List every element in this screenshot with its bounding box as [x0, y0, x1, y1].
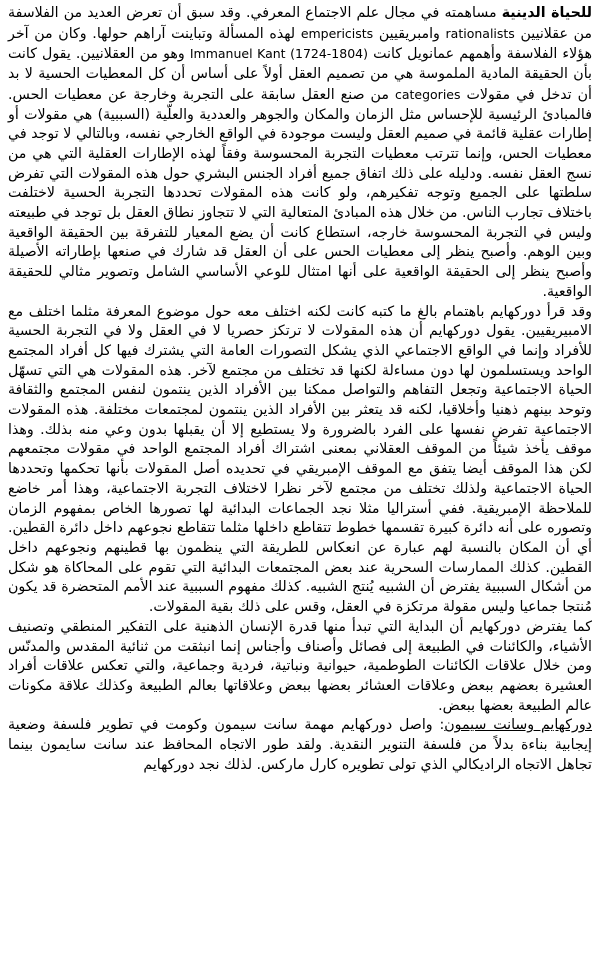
- section-title-durkheim-saint-simon: دوركهايم وسانت سيمون: [444, 717, 592, 734]
- text-segment: وقد قرأ دوركهايم باهتمام بالغ ما كتبه كانت لكنه اختلف معه حول موضوع المعرفة مثلما اختلف مع الامبيريقيين. يقول دوركهايم أن هذه المقولات لا ترتكز حصريا لا في العقل ولا في التجربة الحسية للأفراد وإنما في الواقع الاجتماعي الذي يشكل التصورات العامة التي يشترك فيها كل أفراد المجتمع الواحد ويستسلمون لها دون مساءلة لكنها قد تختلف من مجتمع لآخر. هذه المقولات هي التي تسهّل الحياة الاجتماعية وتجعل التفاهم والتواصل ممكنا بين الأفراد الذين ينتمون لنفس المجتمع والثقافة وتوحد بينهم ذهنيا وأخلاقيا، لكنه قد يتعثر بين الأفراد الذين ينتمون لمجتمعات مختلفة. هذه المقولات الاجتماعية تفرض نفسها على الفرد بالضرورة ولا يستطيع إلا أن يقبلها بدون وعي منه بذلك. وهذا موقف يأخذ شيئاً من الموقف العقلاني بمعنى اشتراك أفراد المجتمع الواحد في مقولات مجتمعهم لكن هذا الموقف أيضا يتفق مع الموقف الإمبريقي في تحديده أصل المقولات بأنها تحكمها وتحددها الحياة الاجتماعية ولذلك تختلف من مجتمع لآخر نظرا لاختلاف التجربة الاجتماعية، وهذا أمر خاضع للملاحظة الإمبريقية. ففي أستراليا مثلا نجد الجماعات البدائية لها تصورها الخاص بمفهوم الزمان وتصوره على أنه دائرة كبيرة تقسمها خطوط تتقاطع داخلها مثلما تتقاطع نجوعهم داخل دائرة القطين. أي أن المكان بالنسبة لهم عبارة عن انعكاس للطريقة التي ينظمون بها قطينهم ونجوعهم داخل القطين. كذلك الممارسات السحرية عند بعض المجتمعات البدائية التي تقوم على المحاكاة هو شكل من أشكال السببية يفترض أن الشبيه يُنتج الشبيه. كذلك مفهوم السببية عند الأمم المتحضرة قد يكون مُنتجا جماعيا وليس مقولة مرتكزة في العقل، وقس على ذلك بقية المقولات.: [8, 303, 592, 616]
- text-segment: : واصل دوركهايم مهمة سانت سيمون وكومت في تطوير فلسفة وضعية إيجابية بناءة بدلاً من فلسفة التنوير النقدية. ولقد طور الاتجاه المحافظ عند سانت سايمون بينما تجاهل الاتجاه الراديكالي الذي تولى تطويره كارل ماركس. لذلك نجد دوركهايم: [8, 717, 592, 773]
- text-segment: وهو من العقلانيين. يقول كانت بأن الحقيقة المادية الملموسة هي من تصميم العقل أولاً على أساس أن كل المعطيات الحسية لا بد أن تدخل في مقولات: [8, 46, 592, 103]
- term-empericists: empericists: [300, 25, 374, 41]
- paragraph-saint-simon: [8, 716, 592, 775]
- text-segment: لهذه المسألة وتباينت آراهم حولها. وكان من آخر هؤلاء الفلاسفة وأهمهم عمانويل كانت: [8, 25, 592, 63]
- term-categories: categories: [394, 86, 461, 102]
- text-segment: كما يفترض دوركهايم أن البداية التي تبدأ منها قدرة الإنسان الذهنية على التفكير المنطقي وتصنيف الأشياء، والكائنات في الطبيعة إلى فصائل وأصناف وأجناس إنما انبثقت من ثنائية المقدس والمدنّس ومن خلال علاقات الكائنات الطوطمية، حيوانية ونباتية، فردية وجماعية، والتي تعكس علاقات أفراد العشيرة بعضهم ببعض وعلاقات العشائر بعضها ببعض وعلاقاتها بعالم الطبيعة وكذلك علاقة مكونات عالم الطبيعة بعضها ببعض.: [8, 618, 592, 714]
- text-segment: من صنع العقل سابقة على التجربة وخارجة عن معطيات الحس. فالمبادئ الرئيسية للإحساس مثل الزمان والمكان والجوهر والعددية والعلّية (السببية) هي مقولات أو إطارات عقلية قائمة في صميم العقل وليست موجودة في الواقع الخارجي نفسه، وبالتالي لا توجد في معطيات الحس، وإنما تترتب معطيات التجربة المحسوسة وفقاً لهذه الإطارات العقلية التي هي من نسج العقل نفسه. ودليله على ذلك اتفاق جميع أفراد الجنس البشري حول هذه المقولات التي تفرض سلطتها على الجميع وتوجه تفكيرهم، ولو كانت هذه المقولات تحددها التجربة الحسية لاختلفت باختلاف تجارب الناس. من خلال هذه المبادئ المتعالية التي لا تتجاوز نطاق العقل بل توجد في طبيعته وليس في التجربة المحسوسة خارجه، استطاع كانت أن يضع المعيار للتفرقة بين الحقيقة الواقعية وبين الوهم. وأصبح ينظر إلى معطيات الحس على أن العقل قد شارك في صنعها بإطاراته الأصيلة وأصبح ينظر إلى الحقيقة الواقعية على أنها امتثال للوعي الأساسي الشامل وتصوير مثالي للحقيقة الواقعية.: [8, 86, 592, 300]
- term-rationalists: rationalists: [445, 25, 515, 41]
- term-immanuel-kant: Immanuel Kant (1724-1804): [189, 46, 368, 62]
- heading-religious-life: للحياة الدينية: [501, 5, 592, 21]
- text-segment: مساهمته في مجال علم الاجتماع المعرفي. وقد سبق أن تعرض العديد من الفلاسفة من عقلانيين: [8, 5, 592, 42]
- text-segment: وامبريقيين: [373, 25, 446, 42]
- paragraph-classification: [8, 618, 592, 717]
- paragraph-kant: [8, 4, 592, 303]
- paragraph-durkheim-categories: [8, 303, 592, 618]
